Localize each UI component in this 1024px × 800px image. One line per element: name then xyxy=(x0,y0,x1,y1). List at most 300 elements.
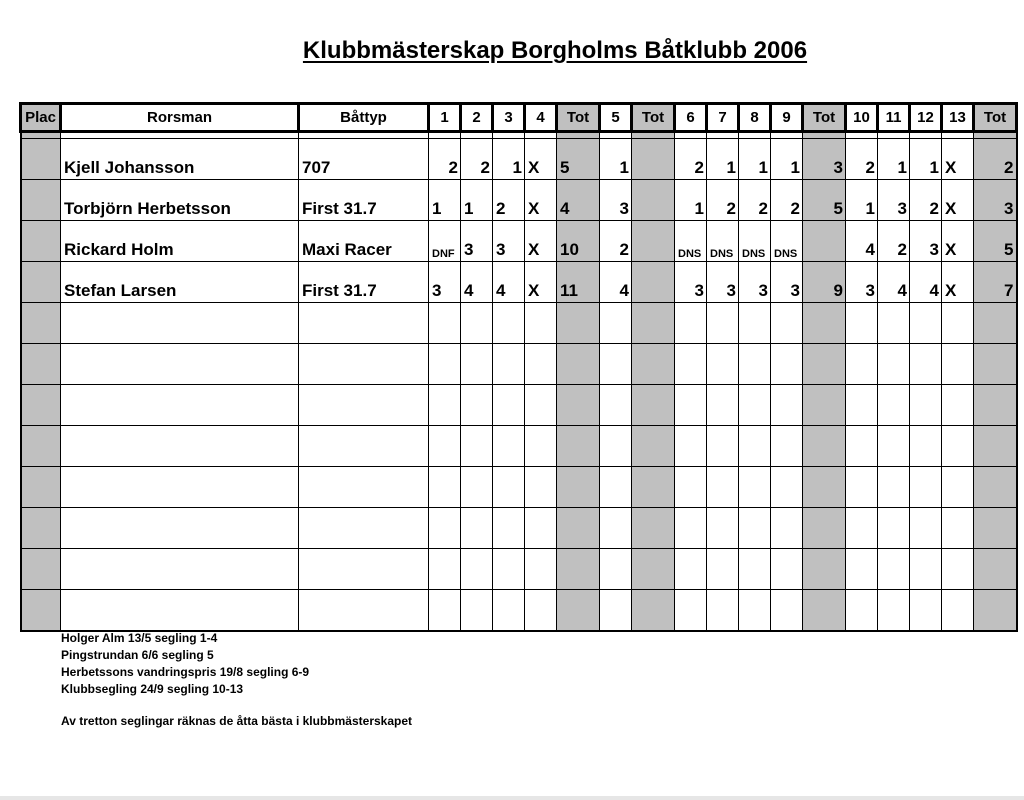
table-cell: 3 xyxy=(878,180,910,221)
table-cell: 4 xyxy=(557,180,600,221)
table-cell xyxy=(61,508,299,549)
table-cell xyxy=(21,221,61,262)
table-cell: 2 xyxy=(974,139,1017,180)
table-cell xyxy=(942,508,974,549)
table-cell xyxy=(525,467,557,508)
table-cell xyxy=(525,385,557,426)
table-cell: 4 xyxy=(493,262,525,303)
table-cell xyxy=(299,590,429,632)
table-cell xyxy=(600,344,632,385)
table-cell xyxy=(632,139,675,180)
table-cell xyxy=(942,385,974,426)
table-cell: 2 xyxy=(461,139,493,180)
table-cell xyxy=(461,590,493,632)
table-cell: 5 xyxy=(557,139,600,180)
bottom-strip xyxy=(0,796,1024,800)
table-cell: Torbjörn Herbetsson xyxy=(61,180,299,221)
table-cell xyxy=(910,303,942,344)
table-cell: X xyxy=(942,139,974,180)
table-cell xyxy=(299,549,429,590)
spacer-cell xyxy=(600,132,632,139)
table-cell xyxy=(878,344,910,385)
table-cell: 2 xyxy=(707,180,739,221)
table-cell xyxy=(429,344,461,385)
spacer-cell xyxy=(61,132,299,139)
table-cell: Stefan Larsen xyxy=(61,262,299,303)
table-row xyxy=(21,590,1017,632)
table-cell xyxy=(429,426,461,467)
notes-spacer xyxy=(61,698,412,713)
table-cell xyxy=(461,303,493,344)
table-cell xyxy=(739,303,771,344)
column-header: Plac xyxy=(21,104,61,132)
table-cell xyxy=(878,467,910,508)
table-cell xyxy=(299,467,429,508)
column-header: 8 xyxy=(739,104,771,132)
table-cell xyxy=(525,303,557,344)
table-cell xyxy=(707,303,739,344)
note-line: Holger Alm 13/5 segling 1-4 xyxy=(61,631,218,645)
note-line: Av tretton seglingar räknas de åtta bästa i klubbmästerskapet xyxy=(61,714,413,728)
spacer-row xyxy=(21,132,1017,139)
table-cell xyxy=(942,590,974,632)
table-cell xyxy=(942,426,974,467)
results-table xyxy=(19,102,1018,632)
table-cell xyxy=(632,426,675,467)
table-row xyxy=(21,385,1017,426)
table-cell xyxy=(299,344,429,385)
table-cell xyxy=(707,590,739,632)
table-row xyxy=(21,426,1017,467)
table-cell xyxy=(803,344,846,385)
table-cell xyxy=(557,467,600,508)
spacer-cell xyxy=(771,132,803,139)
spacer-cell xyxy=(846,132,878,139)
table-cell xyxy=(878,508,910,549)
table-cell: X xyxy=(525,180,557,221)
column-header: 4 xyxy=(525,104,557,132)
table-cell xyxy=(974,344,1017,385)
table-cell: X xyxy=(525,262,557,303)
table-cell: 3 xyxy=(846,262,878,303)
table-cell xyxy=(739,508,771,549)
table-cell xyxy=(803,590,846,632)
table-cell: 2 xyxy=(846,139,878,180)
spacer-cell xyxy=(299,132,429,139)
table-cell xyxy=(525,344,557,385)
table-cell xyxy=(803,385,846,426)
table-row xyxy=(21,139,1017,180)
table-cell xyxy=(707,549,739,590)
header-row xyxy=(21,104,1017,132)
table-cell xyxy=(61,344,299,385)
table-cell: First 31.7 xyxy=(299,180,429,221)
table-cell xyxy=(974,426,1017,467)
table-cell xyxy=(493,344,525,385)
column-header: 13 xyxy=(942,104,974,132)
table-cell xyxy=(493,385,525,426)
table-cell xyxy=(61,303,299,344)
column-header: Rorsman xyxy=(61,104,299,132)
table-cell xyxy=(910,385,942,426)
table-cell xyxy=(942,303,974,344)
spacer-cell xyxy=(461,132,493,139)
table-cell: DNS xyxy=(675,221,707,262)
table-cell xyxy=(803,221,846,262)
table-cell xyxy=(803,549,846,590)
table-cell xyxy=(299,426,429,467)
table-cell xyxy=(21,549,61,590)
page-title: Klubbmästerskap Borgholms Båtklubb 2006 xyxy=(302,37,808,64)
table-cell xyxy=(21,590,61,632)
table-cell xyxy=(61,549,299,590)
table-cell xyxy=(942,467,974,508)
table-cell xyxy=(429,549,461,590)
table-cell xyxy=(632,467,675,508)
table-row xyxy=(21,549,1017,590)
column-header: Tot xyxy=(803,104,846,132)
table-cell xyxy=(942,344,974,385)
table-cell: DNS xyxy=(771,221,803,262)
table-cell xyxy=(803,467,846,508)
table-cell: 3 xyxy=(739,262,771,303)
table-cell xyxy=(21,385,61,426)
table-cell: 2 xyxy=(493,180,525,221)
table-cell: 2 xyxy=(675,139,707,180)
table-cell xyxy=(461,385,493,426)
table-cell xyxy=(557,590,600,632)
spacer-cell xyxy=(803,132,846,139)
table-cell xyxy=(600,303,632,344)
table-cell xyxy=(299,303,429,344)
table-cell xyxy=(803,303,846,344)
table-cell xyxy=(557,549,600,590)
table-cell xyxy=(632,180,675,221)
table-cell: X xyxy=(525,221,557,262)
table-cell: 5 xyxy=(974,221,1017,262)
table-cell xyxy=(632,590,675,632)
spacer-cell xyxy=(974,132,1017,139)
table-cell: DNS xyxy=(739,221,771,262)
column-header: 10 xyxy=(846,104,878,132)
table-cell xyxy=(429,385,461,426)
table-cell xyxy=(21,303,61,344)
table-cell xyxy=(600,508,632,549)
table-cell xyxy=(429,467,461,508)
table-cell xyxy=(974,385,1017,426)
table-cell xyxy=(21,426,61,467)
column-header: 11 xyxy=(878,104,910,132)
table-cell: X xyxy=(942,180,974,221)
note-line: Herbetssons vandringspris 19/8 segling 6-9 xyxy=(61,665,310,679)
table-cell xyxy=(771,508,803,549)
table-cell xyxy=(461,549,493,590)
table-cell xyxy=(493,549,525,590)
table-cell xyxy=(632,221,675,262)
table-cell xyxy=(846,467,878,508)
spacer-cell xyxy=(525,132,557,139)
table-cell xyxy=(974,508,1017,549)
table-cell: 3 xyxy=(675,262,707,303)
table-cell: 1 xyxy=(675,180,707,221)
spacer-cell xyxy=(632,132,675,139)
table-cell xyxy=(461,467,493,508)
table-cell xyxy=(600,590,632,632)
table-cell xyxy=(739,590,771,632)
table-cell: 4 xyxy=(846,221,878,262)
table-row xyxy=(21,221,1017,262)
table-cell xyxy=(974,467,1017,508)
table-cell xyxy=(974,549,1017,590)
table-cell xyxy=(910,426,942,467)
table-cell xyxy=(910,344,942,385)
table-cell xyxy=(910,467,942,508)
table-cell xyxy=(461,508,493,549)
table-cell xyxy=(21,467,61,508)
table-cell: DNF xyxy=(429,221,461,262)
table-cell xyxy=(771,344,803,385)
table-cell xyxy=(846,303,878,344)
table-cell: 2 xyxy=(429,139,461,180)
table-cell: Maxi Racer xyxy=(299,221,429,262)
table-cell: 2 xyxy=(771,180,803,221)
table-cell: 1 xyxy=(771,139,803,180)
table-cell: 11 xyxy=(557,262,600,303)
spacer-cell xyxy=(557,132,600,139)
table-cell: 1 xyxy=(429,180,461,221)
table-cell: 1 xyxy=(493,139,525,180)
table-row xyxy=(21,508,1017,549)
table-cell xyxy=(632,303,675,344)
table-cell xyxy=(771,467,803,508)
table-cell xyxy=(846,344,878,385)
table-cell: 9 xyxy=(803,262,846,303)
table-cell: 4 xyxy=(910,262,942,303)
table-cell xyxy=(771,549,803,590)
spacer-cell xyxy=(493,132,525,139)
table-cell: 3 xyxy=(803,139,846,180)
table-row xyxy=(21,180,1017,221)
table-cell xyxy=(21,262,61,303)
table-cell xyxy=(493,590,525,632)
table-cell xyxy=(557,303,600,344)
column-header: 3 xyxy=(493,104,525,132)
column-header: Tot xyxy=(974,104,1017,132)
table-cell: DNS xyxy=(707,221,739,262)
table-cell xyxy=(675,344,707,385)
table-cell xyxy=(974,590,1017,632)
table-cell xyxy=(771,426,803,467)
spacer-cell xyxy=(910,132,942,139)
spacer-cell xyxy=(739,132,771,139)
table-row xyxy=(21,344,1017,385)
column-header: 9 xyxy=(771,104,803,132)
table-cell xyxy=(557,344,600,385)
spacer-cell xyxy=(675,132,707,139)
table-cell xyxy=(675,549,707,590)
table-cell: 1 xyxy=(739,139,771,180)
table-cell: 5 xyxy=(803,180,846,221)
table-cell xyxy=(675,385,707,426)
column-header: Båttyp xyxy=(299,104,429,132)
table-row xyxy=(21,262,1017,303)
table-cell xyxy=(461,344,493,385)
table-cell xyxy=(910,590,942,632)
table-cell: 707 xyxy=(299,139,429,180)
table-cell xyxy=(525,426,557,467)
table-cell xyxy=(461,426,493,467)
table-cell xyxy=(493,508,525,549)
table-cell xyxy=(707,426,739,467)
table-row xyxy=(21,303,1017,344)
spacer-cell xyxy=(878,132,910,139)
column-header: Tot xyxy=(557,104,600,132)
table-cell xyxy=(525,590,557,632)
table-cell xyxy=(61,590,299,632)
table-cell xyxy=(61,426,299,467)
table-cell xyxy=(525,549,557,590)
table-cell: 2 xyxy=(910,180,942,221)
table-cell: 7 xyxy=(974,262,1017,303)
table-cell: 1 xyxy=(846,180,878,221)
table-cell xyxy=(803,508,846,549)
table-cell xyxy=(557,385,600,426)
table-cell xyxy=(21,508,61,549)
table-cell xyxy=(739,549,771,590)
spacer-cell xyxy=(942,132,974,139)
table-cell xyxy=(61,467,299,508)
table-cell: 3 xyxy=(493,221,525,262)
table-cell xyxy=(846,508,878,549)
table-cell xyxy=(846,426,878,467)
table-cell xyxy=(21,180,61,221)
column-header: Tot xyxy=(632,104,675,132)
column-header: 2 xyxy=(461,104,493,132)
table-cell: 2 xyxy=(878,221,910,262)
table-cell xyxy=(429,508,461,549)
table-cell xyxy=(525,508,557,549)
table-cell xyxy=(632,344,675,385)
column-header: 7 xyxy=(707,104,739,132)
table-cell xyxy=(632,508,675,549)
table-cell xyxy=(707,508,739,549)
table-cell xyxy=(878,303,910,344)
table-cell xyxy=(675,590,707,632)
table-cell: 3 xyxy=(600,180,632,221)
notes xyxy=(61,630,412,730)
table-cell xyxy=(707,385,739,426)
table-cell xyxy=(493,467,525,508)
table-cell xyxy=(846,590,878,632)
table-cell: 3 xyxy=(771,262,803,303)
table-cell xyxy=(299,508,429,549)
table-cell xyxy=(878,590,910,632)
table-cell: Kjell Johansson xyxy=(61,139,299,180)
table-cell xyxy=(739,426,771,467)
table-cell xyxy=(675,508,707,549)
table-cell: 2 xyxy=(600,221,632,262)
table-cell xyxy=(493,303,525,344)
table-cell xyxy=(600,549,632,590)
table-cell xyxy=(299,385,429,426)
table-cell xyxy=(600,426,632,467)
table-cell xyxy=(429,590,461,632)
table-cell: 1 xyxy=(878,139,910,180)
table-cell xyxy=(878,426,910,467)
table-cell xyxy=(675,467,707,508)
table-cell xyxy=(771,590,803,632)
note-line: Pingstrundan 6/6 segling 5 xyxy=(61,648,214,662)
table-cell: 1 xyxy=(461,180,493,221)
column-header: 6 xyxy=(675,104,707,132)
table-cell xyxy=(878,549,910,590)
table-cell xyxy=(739,385,771,426)
table-cell xyxy=(739,344,771,385)
table-cell xyxy=(632,385,675,426)
table-cell: X xyxy=(942,262,974,303)
table-cell: 3 xyxy=(429,262,461,303)
table-cell xyxy=(61,385,299,426)
table-cell xyxy=(557,426,600,467)
table-cell xyxy=(675,303,707,344)
table-cell xyxy=(846,385,878,426)
column-header: 1 xyxy=(429,104,461,132)
table-cell xyxy=(429,303,461,344)
table-cell xyxy=(942,549,974,590)
table-cell: X xyxy=(525,139,557,180)
table-cell xyxy=(707,344,739,385)
table-cell: 3 xyxy=(461,221,493,262)
table-cell xyxy=(878,385,910,426)
spacer-cell xyxy=(429,132,461,139)
table-cell: 2 xyxy=(739,180,771,221)
column-header: 12 xyxy=(910,104,942,132)
table-row xyxy=(21,467,1017,508)
table-cell: 4 xyxy=(600,262,632,303)
table-cell: 3 xyxy=(707,262,739,303)
table-cell: First 31.7 xyxy=(299,262,429,303)
table-cell xyxy=(771,385,803,426)
table-cell: 4 xyxy=(878,262,910,303)
table-cell xyxy=(632,262,675,303)
table-cell: 1 xyxy=(910,139,942,180)
table-cell xyxy=(632,549,675,590)
table-cell xyxy=(803,426,846,467)
table-cell xyxy=(675,426,707,467)
column-header: 5 xyxy=(600,104,632,132)
table-cell: 1 xyxy=(600,139,632,180)
table-cell xyxy=(974,303,1017,344)
table-cell: 4 xyxy=(461,262,493,303)
table-cell xyxy=(910,508,942,549)
spacer-cell xyxy=(21,132,61,139)
table-cell: 3 xyxy=(974,180,1017,221)
spacer-cell xyxy=(707,132,739,139)
table-cell xyxy=(493,426,525,467)
table-cell xyxy=(739,467,771,508)
table-cell xyxy=(910,549,942,590)
table-cell xyxy=(771,303,803,344)
table-cell: 1 xyxy=(707,139,739,180)
table-cell xyxy=(21,344,61,385)
table-cell: Rickard Holm xyxy=(61,221,299,262)
table-cell: 3 xyxy=(910,221,942,262)
table-cell xyxy=(600,467,632,508)
table-cell xyxy=(600,385,632,426)
table-cell: X xyxy=(942,221,974,262)
table-cell xyxy=(846,549,878,590)
table-cell xyxy=(707,467,739,508)
